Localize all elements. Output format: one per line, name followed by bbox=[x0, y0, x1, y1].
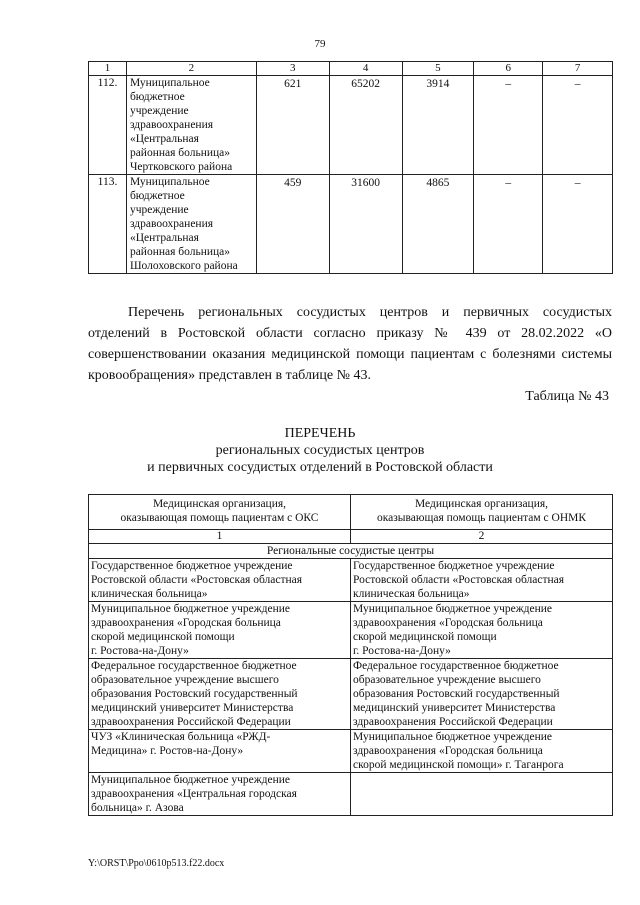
list-subtitle: региональных сосудистых центров bbox=[215, 443, 425, 458]
cell-line: здравоохранения «Городская больница bbox=[353, 617, 543, 629]
table-header-row bbox=[89, 495, 613, 530]
header-line: оказывающая помощь пациентам с ОКС bbox=[120, 512, 319, 524]
header-line: Медицинская организация, bbox=[152, 498, 287, 510]
table-row bbox=[89, 559, 613, 602]
table-row bbox=[89, 730, 613, 773]
cell-line: скорой медицинской помощи bbox=[353, 631, 497, 643]
cell-line: Муниципальное бюджетное учреждение bbox=[353, 603, 553, 615]
cell-onmk bbox=[351, 730, 613, 773]
file-path-footer: Y:\ORST\Ppo\0610p513.f22.docx bbox=[88, 858, 225, 869]
header-line: Медицинская организация, bbox=[414, 498, 549, 510]
cell-onmk bbox=[351, 659, 613, 730]
hospital-table bbox=[88, 61, 613, 274]
cell-line: г. Ростова-на-Дону» bbox=[353, 645, 451, 657]
cell-line: больница» г. Азова bbox=[91, 802, 184, 814]
cell-oks bbox=[89, 773, 351, 816]
cell-line: здравоохранения «Городская больница bbox=[91, 617, 281, 629]
name-line: учреждение bbox=[129, 204, 189, 216]
cell-line: клиническая больница» bbox=[353, 588, 470, 600]
column-number: 2 bbox=[351, 530, 613, 544]
table-row bbox=[89, 602, 613, 659]
header-cell: 7 bbox=[543, 62, 613, 76]
organization-name bbox=[126, 175, 256, 274]
cell-line: Ростовской области «Ростовская областная bbox=[91, 574, 303, 586]
name-line: здравоохранения bbox=[129, 218, 214, 230]
body-paragraph: Перечень региональных сосудистых центров и первичных сосудистых отделений в Ростовской области согласно приказу № 439 от 28.02.2022 «О совершенствовании оказания медицинской помощи пациентам с болезнями системы кровообращения» представлен в таблице № 43. bbox=[88, 305, 612, 383]
cell-line: клиническая больница» bbox=[91, 588, 208, 600]
organization-name bbox=[126, 76, 256, 175]
value-cell: – bbox=[543, 76, 613, 175]
header-cell: 2 bbox=[126, 62, 256, 76]
cell-line: здравоохранения Российской Федерации bbox=[353, 716, 553, 728]
header-cell: 3 bbox=[256, 62, 329, 76]
name-line: учреждение bbox=[129, 105, 189, 117]
cell-line: Медицина» г. Ростов-на-Дону» bbox=[91, 745, 244, 757]
name-line: здравоохранения bbox=[129, 119, 214, 131]
cell-onmk bbox=[351, 602, 613, 659]
value-cell: 3914 bbox=[402, 76, 474, 175]
value-cell: – bbox=[474, 76, 543, 175]
cell-line: ЧУЗ «Клиническая больница «РЖД- bbox=[91, 731, 271, 743]
value-cell: – bbox=[543, 175, 613, 274]
column-number: 1 bbox=[89, 530, 351, 544]
cell-line: скорой медицинской помощи bbox=[91, 631, 235, 643]
cell-line: здравоохранения «Центральная городская bbox=[91, 788, 297, 800]
cell-line: Государственное бюджетное учреждение bbox=[353, 560, 555, 572]
header-cell: 5 bbox=[402, 62, 474, 76]
cell-oks bbox=[89, 730, 351, 773]
name-line: Муниципальное bbox=[129, 77, 210, 89]
name-line: «Центральная bbox=[129, 232, 199, 244]
section-row bbox=[89, 544, 613, 559]
vascular-centers-table bbox=[88, 494, 613, 816]
cell-line: скорой медицинской помощи» г. Таганрога bbox=[353, 759, 564, 771]
list-subtitle: и первичных сосудистых отделений в Ростовской области bbox=[147, 460, 493, 475]
row-number: 112. bbox=[89, 76, 127, 175]
cell-line: здравоохранения «Городская больница bbox=[353, 745, 543, 757]
cell-oks bbox=[89, 559, 351, 602]
row-number: 113. bbox=[89, 175, 127, 274]
cell-line: Государственное бюджетное учреждение bbox=[91, 560, 293, 572]
value-cell: 31600 bbox=[329, 175, 402, 274]
value-cell: 621 bbox=[256, 76, 329, 175]
cell-line: Федеральное государственное бюджетное bbox=[91, 660, 297, 672]
header-cell: 6 bbox=[474, 62, 543, 76]
name-line: Муниципальное bbox=[129, 176, 210, 188]
value-cell: – bbox=[474, 175, 543, 274]
cell-oks bbox=[89, 659, 351, 730]
table-row bbox=[89, 659, 613, 730]
cell-line: здравоохранения Российской Федерации bbox=[91, 716, 291, 728]
cell-line: образовательное учреждение высшего bbox=[91, 674, 279, 686]
table-label: Таблица № 43 bbox=[525, 389, 609, 404]
header-line: оказывающая помощь пациентам с ОНМК bbox=[376, 512, 587, 524]
cell-line: Муниципальное бюджетное учреждение bbox=[91, 603, 291, 615]
name-line: бюджетное bbox=[129, 91, 185, 103]
name-line: бюджетное bbox=[129, 190, 185, 202]
table-row bbox=[89, 773, 613, 816]
column-number-row bbox=[89, 530, 613, 544]
cell-line: г. Ростова-на-Дону» bbox=[91, 645, 189, 657]
cell-line: Муниципальное бюджетное учреждение bbox=[353, 731, 553, 743]
header-cell: 1 bbox=[89, 62, 127, 76]
cell-line: образовательное учреждение высшего bbox=[353, 674, 541, 686]
name-line: районная больница» bbox=[129, 246, 231, 258]
page-number: 79 bbox=[314, 38, 326, 50]
table-row bbox=[89, 175, 613, 274]
cell-line: медицинский университет Министерства bbox=[353, 702, 556, 714]
value-cell: 4865 bbox=[402, 175, 474, 274]
cell-onmk-empty bbox=[351, 773, 613, 816]
header-cell-oks bbox=[89, 495, 351, 530]
cell-line: образования Ростовский государственный bbox=[353, 688, 560, 700]
value-cell: 65202 bbox=[329, 76, 402, 175]
table-header-row bbox=[89, 62, 613, 76]
name-line: «Центральная bbox=[129, 133, 199, 145]
cell-line: Ростовской области «Ростовская областная bbox=[353, 574, 565, 586]
header-cell: 4 bbox=[329, 62, 402, 76]
cell-line: Федеральное государственное бюджетное bbox=[353, 660, 559, 672]
list-title: ПЕРЕЧЕНЬ bbox=[284, 426, 356, 441]
value-cell: 459 bbox=[256, 175, 329, 274]
table-row bbox=[89, 76, 613, 175]
header-cell-onmk bbox=[351, 495, 613, 530]
name-line: Чертковского района bbox=[129, 161, 233, 173]
name-line: районная больница» bbox=[129, 147, 231, 159]
cell-line: Муниципальное бюджетное учреждение bbox=[91, 774, 291, 786]
name-line: Шолоховского района bbox=[129, 260, 238, 272]
cell-line: образования Ростовский государственный bbox=[91, 688, 298, 700]
cell-oks bbox=[89, 602, 351, 659]
cell-line: медицинский университет Министерства bbox=[91, 702, 294, 714]
section-title: Региональные сосудистые центры bbox=[89, 544, 613, 559]
cell-onmk bbox=[351, 559, 613, 602]
